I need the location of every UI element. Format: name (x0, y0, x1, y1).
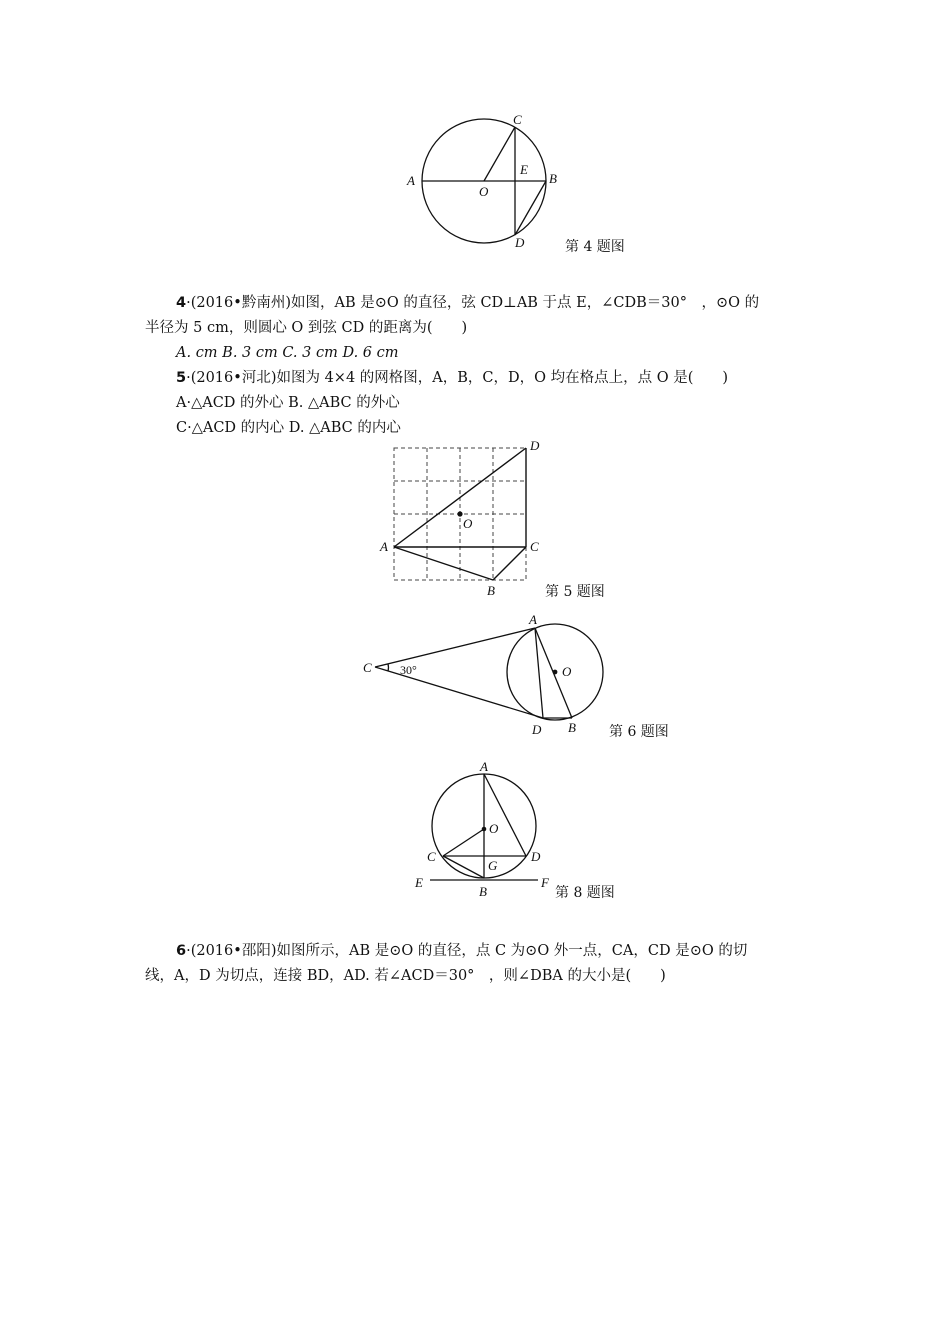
point-o (457, 511, 462, 516)
segment-ad (535, 628, 543, 718)
figure-6 (355, 610, 610, 740)
question-6-line-1 (176, 941, 747, 961)
segment-bc (493, 547, 526, 580)
question-4-line-1 (176, 293, 759, 313)
question-6-number: 6 (176, 943, 187, 959)
label-b: B (549, 171, 557, 186)
question-4-stem: ·(2016•黔南州)如图，AB 是⊙O 的直径，弦 CD⊥AB 于点 E，∠CDB＝30° ，⊙O 的 (186, 295, 760, 311)
figure-5-caption: 第 5 题图 (545, 584, 605, 600)
question-4-number: 4 (176, 295, 187, 311)
tangent-ca (375, 628, 535, 667)
angle-label: 30° (400, 663, 417, 677)
figure-8 (405, 760, 565, 900)
question-5-options-1: A·△ACD 的外心 B. △ABC 的外心 (176, 395, 400, 411)
label-b: B (487, 583, 495, 598)
label-o: O (463, 516, 473, 531)
label-a: A (380, 539, 388, 554)
label-a: A (529, 612, 537, 627)
segment-ab (394, 547, 493, 580)
figure-5 (375, 440, 545, 600)
label-o: O (562, 664, 572, 679)
segment-db (515, 181, 546, 235)
label-g: G (488, 858, 498, 873)
question-6-line-2: 线，A，D 为切点，连接 BD，AD. 若∠ACD＝30° ，则∠DBA 的大小是( ) (145, 968, 666, 984)
segment-ad (484, 774, 526, 856)
figure-6-caption: 第 6 题图 (609, 724, 669, 740)
segment-oc (484, 127, 515, 181)
label-e: E (415, 875, 423, 890)
segment-oc (443, 829, 484, 856)
question-5-options-2: C·△ACD 的内心 D. △ABC 的内心 (176, 420, 401, 436)
question-5-number: 5 (176, 370, 187, 386)
question-4-options: A. cm B. 3 cm C. 3 cm D. 6 cm (176, 345, 399, 361)
label-b: B (568, 720, 576, 735)
segment-cb (443, 856, 484, 878)
question-6-stem: ·(2016•邵阳)如图所示，AB 是⊙O 的直径，点 C 为⊙O 外一点，CA，CD 是⊙O 的切 (186, 943, 748, 959)
label-c: C (427, 849, 436, 864)
label-d: D (531, 849, 541, 864)
figure-4 (395, 110, 555, 255)
label-d: D (530, 438, 540, 453)
label-e: E (520, 162, 528, 177)
question-5-line-1 (176, 368, 728, 388)
label-a: A (480, 759, 488, 774)
label-c: C (363, 660, 372, 675)
label-d: D (532, 722, 542, 737)
label-b: B (479, 884, 487, 899)
label-c: C (513, 112, 522, 127)
label-o: O (479, 184, 489, 199)
label-a: A (407, 173, 415, 188)
label-o: O (489, 821, 499, 836)
label-c: C (530, 539, 539, 554)
label-f: F (541, 875, 549, 890)
figure-4-caption: 第 4 题图 (565, 239, 625, 255)
question-4-line-2: 半径为 5 cm，则圆心 O 到弦 CD 的距离为( ) (145, 320, 468, 336)
question-5-stem: ·(2016•河北)如图为 4×4 的网格图，A，B，C，D，O 均在格点上，点 O 是( ) (186, 370, 729, 386)
label-d: D (515, 235, 525, 250)
point-o (482, 827, 487, 832)
figure-8-caption: 第 8 题图 (555, 885, 615, 901)
point-o (553, 670, 558, 675)
